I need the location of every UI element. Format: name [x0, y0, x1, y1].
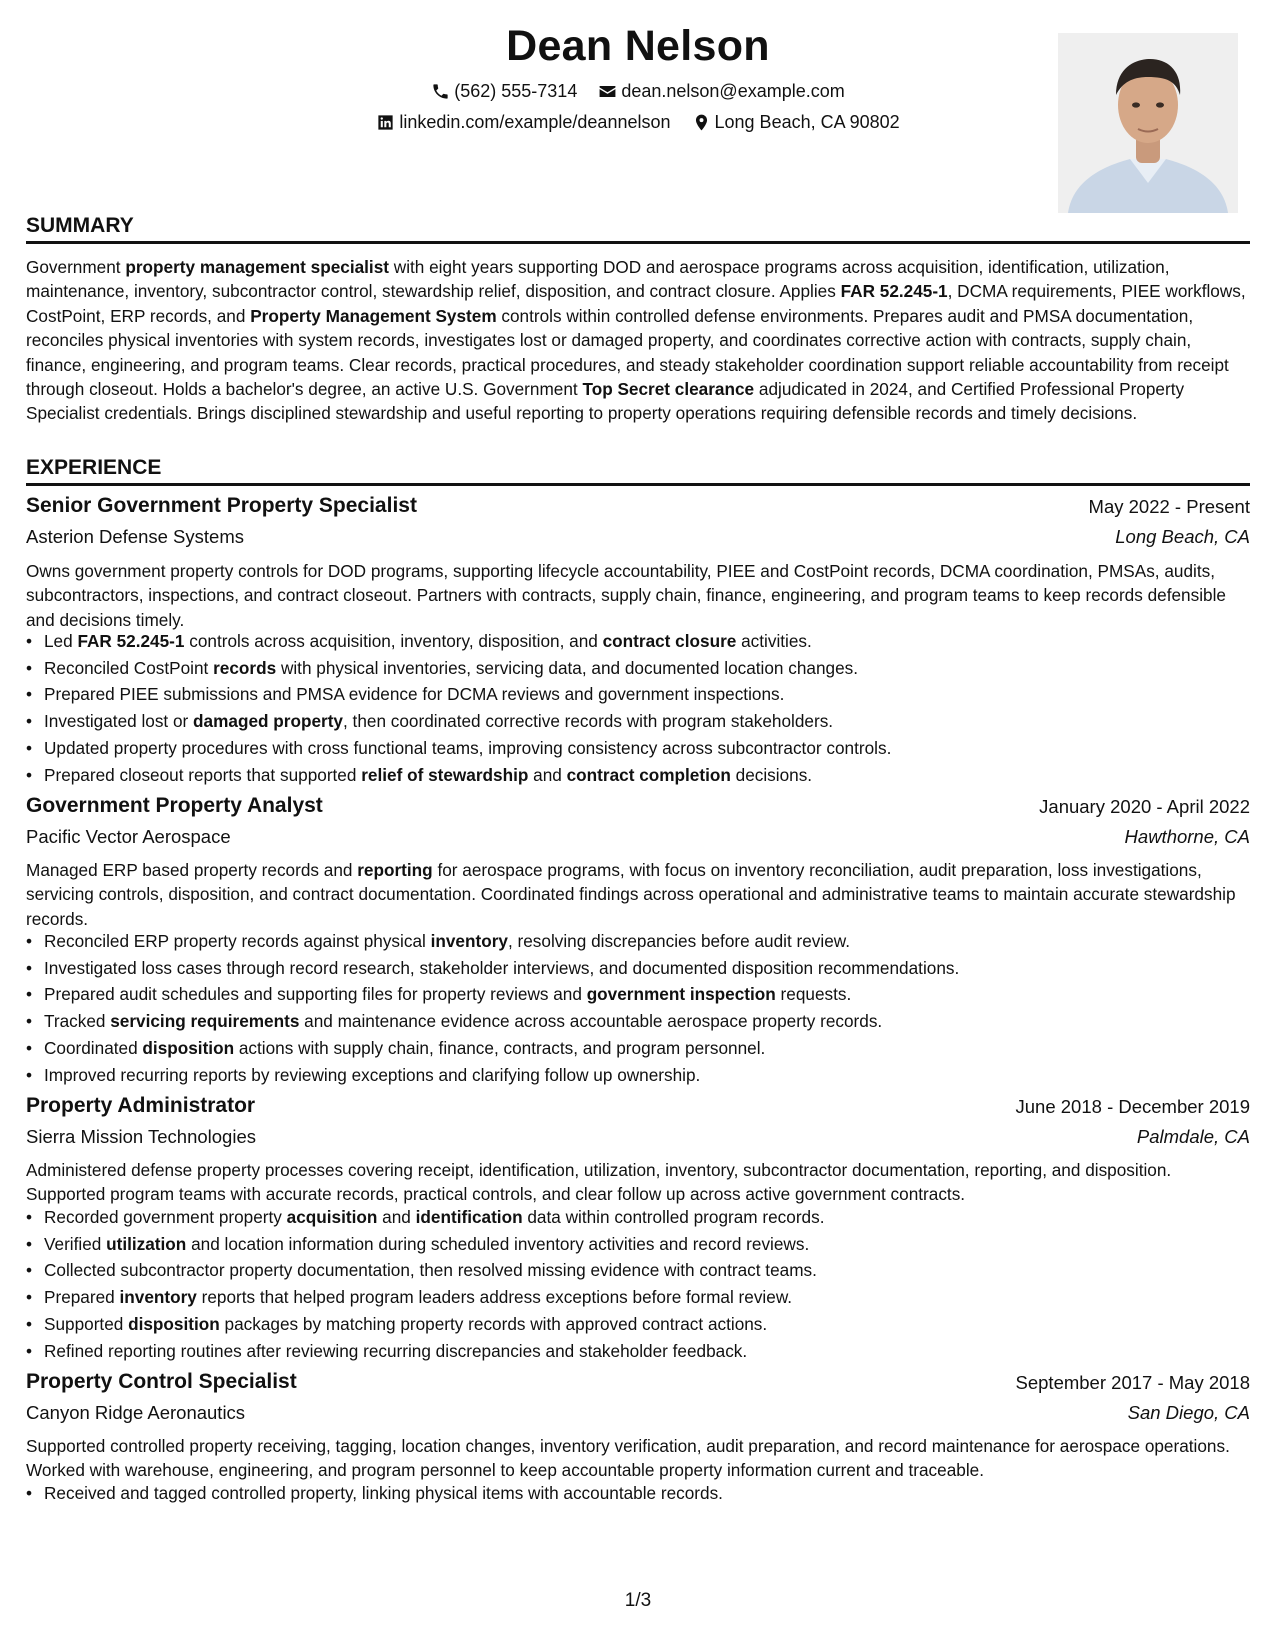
job-title: Property Administrator	[26, 1094, 256, 1117]
job-bullets	[26, 1204, 1268, 1364]
bold-phrase: damaged property	[193, 711, 343, 732]
contact-email[interactable]	[598, 81, 844, 102]
bold-phrase: property management specialist	[125, 257, 389, 277]
text-run: Improved recurring reports by reviewing exceptions and clarifying follow up ownership.	[44, 1064, 701, 1085]
text-run: Updated property procedures with cross functional teams, improving consistency across subcontractor controls.	[44, 737, 892, 758]
text-run: Investigated loss cases through record research, stakeholder interviews, and documented disposition recommendations.	[44, 957, 960, 978]
text-run: Prepared audit schedules and supporting files for property reviews and	[44, 984, 587, 1005]
text-run: Government	[26, 257, 126, 277]
text-run: Coordinated	[44, 1037, 143, 1058]
text-run: actions with supply chain, finance, contracts, and program personnel.	[234, 1037, 766, 1058]
job-description	[26, 559, 1250, 632]
bold-phrase: contract closure	[602, 631, 737, 651]
bold-phrase: disposition	[128, 1313, 220, 1334]
bullet-item	[44, 1035, 1268, 1062]
bullet-item	[44, 1311, 1268, 1338]
text-run: Refined reporting routines after reviewing recurring discrepancies and stakeholder feedback.	[44, 1340, 748, 1361]
bold-phrase: Property Management System	[250, 305, 497, 326]
page-number: 1/3	[624, 1590, 652, 1611]
bullet-item	[44, 1062, 1268, 1089]
text-run: Managed ERP based property records and	[26, 860, 358, 880]
envelope-icon	[598, 82, 617, 101]
text-run: controls within controlled defense environments. Prepares audit and PMSA documentation, reconciles physical inventories with system records, investigates lost or damaged property, and coordinates corrective action with contracts, supply chain, finance, engineering, and program teams. Clear records, practical procedures, and steady stakeholder coordination support reliable accountability from receipt through closeout. Holds a bachelor's degree, an active U.S. Government	[26, 305, 1229, 400]
contact-linkedin[interactable]	[376, 112, 670, 133]
job-dates: June 2018 - December 2019	[1015, 1096, 1250, 1117]
bold-phrase: relief of stewardship	[361, 764, 529, 785]
bullet-item	[44, 1257, 1268, 1284]
text-run: Tracked	[44, 1011, 111, 1032]
job-company: Sierra Mission Technologies	[26, 1126, 256, 1147]
job-description	[26, 1434, 1250, 1483]
portrait-image	[1058, 33, 1238, 213]
bullet-item	[44, 681, 1268, 708]
job-title: Senior Government Property Specialist	[26, 494, 417, 517]
job-title: Government Property Analyst	[26, 794, 323, 817]
bold-phrase: Top Secret clearance	[582, 379, 755, 400]
text-run: , then coordinated corrective records with program stakeholders.	[343, 711, 834, 732]
candidate-name: Dean Nelson	[506, 22, 770, 70]
bullet-item	[44, 735, 1268, 762]
text-run: Received and tagged controlled property, linking physical items with accountable records.	[44, 1483, 723, 1503]
summary-text	[26, 255, 1250, 426]
text-run: Supported controlled property receiving, tagging, location changes, inventory verification, audit preparation, and record maintenance for aerospace operations. Worked with warehouse, engineering, and program personnel to keep accountable property information current and traceable.	[26, 1436, 1230, 1481]
bullet-item	[44, 628, 1268, 655]
job-location: Long Beach, CA	[1115, 526, 1250, 547]
bullet-item	[44, 1480, 1268, 1507]
contact-phone[interactable]	[431, 81, 577, 102]
text-run: data within controlled program records.	[522, 1207, 825, 1227]
bold-phrase: reporting	[357, 860, 433, 880]
job-dates: September 2017 - May 2018	[1015, 1372, 1250, 1393]
text-run: Verified	[44, 1233, 107, 1254]
text-run: and maintenance evidence across accountable aerospace property records.	[299, 1011, 883, 1032]
linkedin-text: linkedin.com/example/deannelson	[399, 112, 671, 132]
text-run: Recorded government property	[44, 1207, 287, 1227]
text-run: requests.	[775, 984, 852, 1005]
bullet-item	[44, 708, 1268, 735]
phone-text: (562) 555-7314	[454, 81, 578, 101]
text-run: Prepared PIEE submissions and PMSA evidence for DCMA reviews and government inspections.	[44, 684, 785, 705]
resume-header	[26, 0, 1250, 220]
job-location: San Diego, CA	[1127, 1402, 1250, 1423]
bold-phrase: utilization	[106, 1233, 187, 1254]
bullet-item	[44, 1338, 1268, 1365]
map-pin-icon	[692, 113, 711, 132]
email-text: dean.nelson@example.com	[621, 81, 845, 101]
text-run: Administered defense property processes covering receipt, identification, utilization, inventory, subcontractor documentation, reporting, and disposition. Supported program teams with accurate records, practical controls, and clear follow up across active government contracts.	[26, 1160, 1172, 1205]
location-text: Long Beach, CA 90802	[714, 112, 900, 132]
bullet-item	[44, 762, 1268, 789]
job-company: Canyon Ridge Aeronautics	[26, 1402, 246, 1423]
summary-heading: SUMMARY	[26, 214, 1250, 244]
job-location: Palmdale, CA	[1136, 1126, 1250, 1147]
bold-phrase: acquisition	[286, 1207, 378, 1227]
experience-heading: EXPERIENCE	[26, 456, 1250, 486]
job-bullets	[26, 1480, 1268, 1507]
text-run: Owns government property controls for DOD programs, supporting lifecycle accountability, PIEE and CostPoint records, DCMA coordination, PMSAs, audits, subcontractors, inspections, and contract closeout. Partners with contracts, supply chain, finance, engineering, and program teams to keep records defensible and decisions timely.	[26, 561, 1226, 630]
job-location: Hawthorne, CA	[1124, 826, 1250, 847]
text-run: and	[377, 1207, 416, 1227]
text-run: activities.	[736, 631, 812, 651]
job-bullets	[26, 928, 1268, 1088]
text-run: for aerospace programs, with focus on inventory reconciliation, audit preparation, loss investigations, servicing controls, disposition, and contract documentation. Coordinated findings across operational and administrative teams to maintain accurate stewardship records.	[26, 860, 1236, 929]
text-run: Reconciled ERP property records against physical	[44, 931, 431, 951]
bullet-item	[44, 1231, 1268, 1258]
text-run: reports that helped program leaders address exceptions before formal review.	[196, 1287, 793, 1308]
bold-phrase: government inspection	[586, 984, 776, 1005]
text-run: and location information during scheduled inventory activities and record reviews.	[186, 1233, 810, 1254]
job-description	[26, 858, 1250, 931]
text-run: Collected subcontractor property documentation, then resolved missing evidence with contract teams.	[44, 1260, 817, 1281]
text-run: Supported	[44, 1313, 129, 1334]
text-run: with physical inventories, servicing data, and documented location changes.	[276, 657, 859, 678]
text-run: Prepared closeout reports that supported	[44, 764, 362, 785]
resume-page	[26, 0, 1250, 1650]
bold-phrase: records	[213, 657, 277, 678]
text-run: adjudicated in 2024, and Certified Professional Property Specialist credentials. Brings disciplined stewardship and useful reporting to property operations requiring defensible records and timely decisions.	[26, 379, 1185, 424]
job-description	[26, 1158, 1250, 1207]
contact-location	[692, 112, 900, 133]
job-dates: May 2022 - Present	[1088, 496, 1250, 517]
job-company: Pacific Vector Aerospace	[26, 826, 231, 847]
bold-phrase: contract completion	[566, 764, 731, 785]
bullet-item	[44, 955, 1268, 982]
bold-phrase: disposition	[142, 1037, 235, 1058]
job-company: Asterion Defense Systems	[26, 526, 244, 547]
text-run: controls across acquisition, inventory, disposition, and	[184, 631, 603, 651]
job-title: Property Control Specialist	[26, 1370, 297, 1393]
profile-photo	[1058, 33, 1238, 213]
text-run: , resolving discrepancies before audit review.	[507, 931, 850, 951]
bold-phrase: FAR 52.245-1	[840, 281, 948, 302]
job-dates: January 2020 - April 2022	[1039, 796, 1250, 817]
job-bullets	[26, 628, 1268, 788]
text-run: and	[528, 764, 567, 785]
bullet-item	[44, 1204, 1268, 1231]
bold-phrase: servicing requirements	[110, 1011, 300, 1032]
bold-phrase: inventory	[119, 1287, 197, 1308]
bold-phrase: inventory	[430, 931, 508, 951]
text-run: Led	[44, 631, 78, 651]
bold-phrase: identification	[415, 1207, 523, 1227]
bullet-item	[44, 1008, 1268, 1035]
bullet-item	[44, 655, 1268, 682]
text-run: Investigated lost or	[44, 711, 194, 732]
text-run: packages by matching property records with approved contract actions.	[219, 1313, 768, 1334]
linkedin-icon	[376, 113, 395, 132]
text-run: Reconciled CostPoint	[44, 657, 214, 678]
bullet-item	[44, 981, 1268, 1008]
text-run: , DCMA requirements, PIEE workflows, CostPoint, ERP records, and	[26, 281, 1246, 326]
bullet-item	[44, 928, 1268, 955]
phone-icon	[431, 82, 450, 101]
text-run: decisions.	[730, 764, 813, 785]
bullet-item	[44, 1284, 1268, 1311]
text-run: Prepared	[44, 1287, 120, 1308]
text-run: with eight years supporting DOD and aerospace programs across acquisition, identification, utilization, maintenance, inventory, subcontractor control, stewardship relief, disposition, and contract closure. Applies	[26, 257, 1170, 302]
bold-phrase: FAR 52.245-1	[77, 631, 185, 651]
